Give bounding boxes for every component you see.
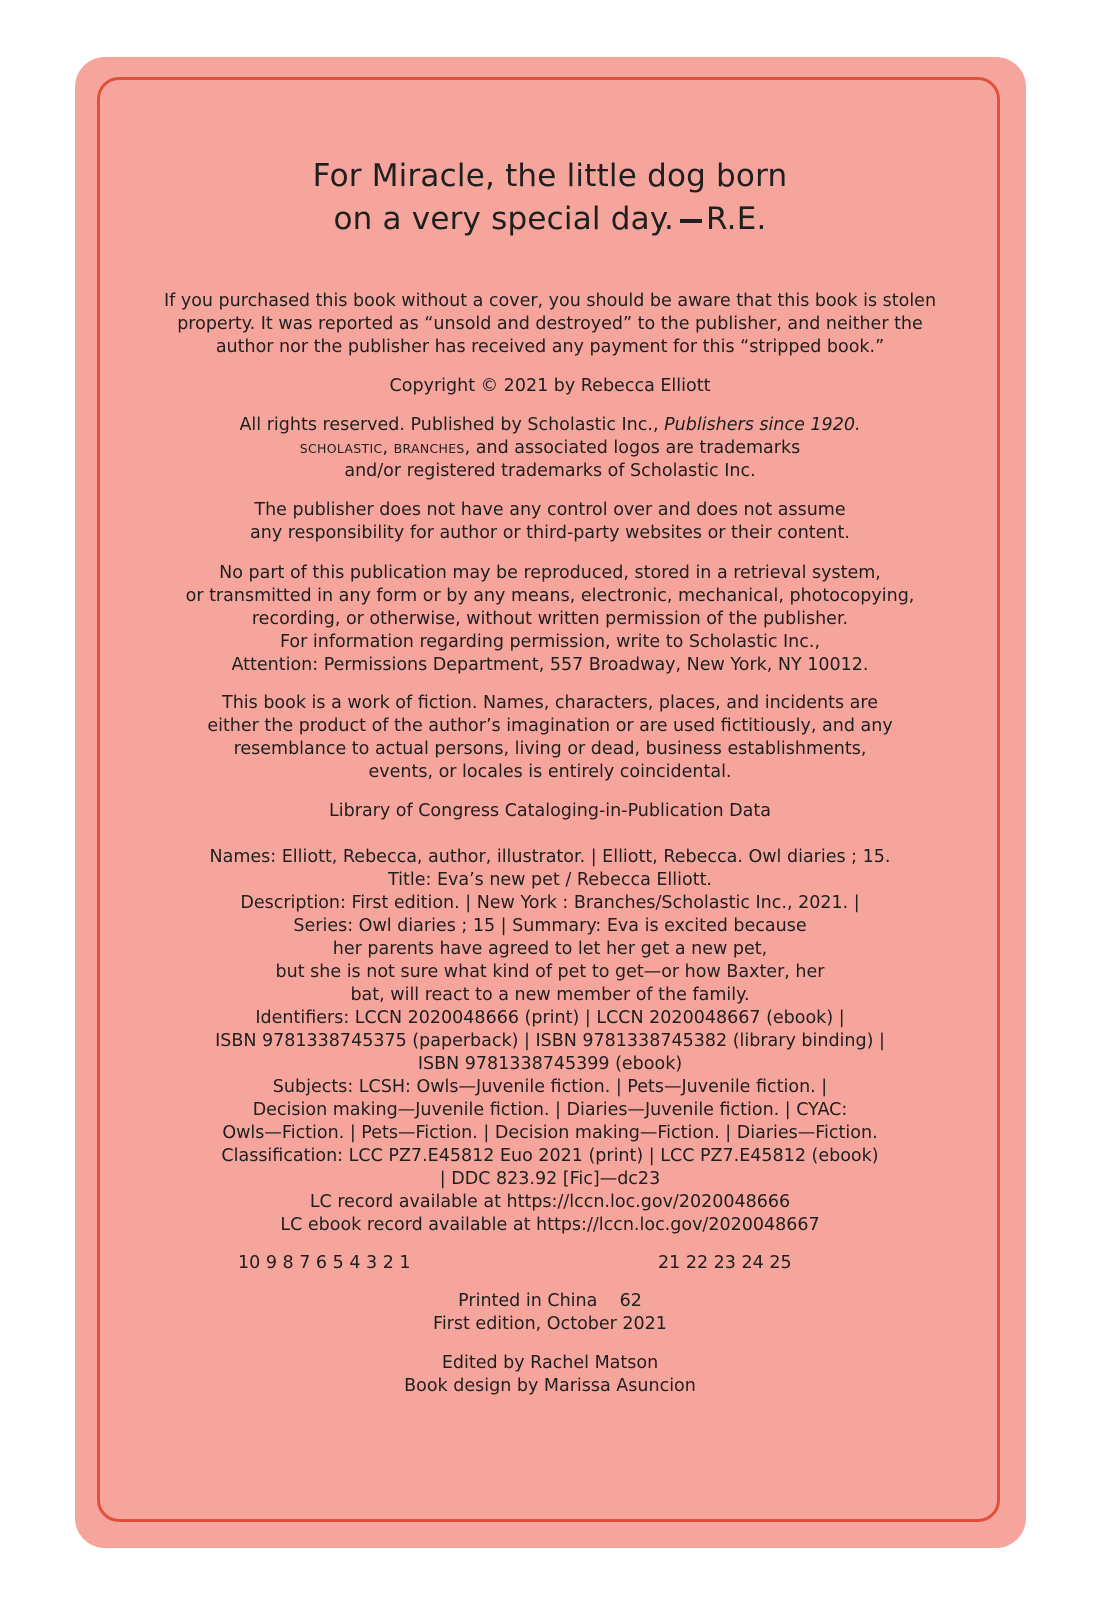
printing-numbers: 10 9 8 7 6 5 4 3 2 1 [238,1253,411,1273]
cip-line: Description: First edition. | New York : Branches/Scholastic Inc., 2021. | [240,893,860,913]
rights-line-2 [100,437,1000,460]
cip-line: Identifiers: LCCN 2020048666 (print) | LCCN 2020048667 (ebook) | [255,1008,845,1028]
cip-line: her parents have agreed to let her get a new pet, [332,939,768,959]
cip-line: LC record available at https://lccn.loc.gov/2020048666 [309,1192,791,1212]
editor-credit: Edited by Rachel Matson [441,1353,659,1373]
rights-line-2-rest: , and associated logos are trademarks [464,438,801,458]
year-numbers: 21 22 23 24 25 [658,1253,792,1273]
stolen-book-notice [100,290,1000,359]
cip-line: Classification: LCC PZ7.E45812 Euo 2021 (print) | LCC PZ7.E45812 (ebook) [221,1146,879,1166]
cip-line: Owls—Fiction. | Pets—Fiction. | Decision making—Fiction. | Diaries—Fiction. [222,1123,878,1143]
edition-line: First edition, October 2021 [433,1314,667,1334]
notice-line: No part of this publication may be reproduced, stored in a retrieval system, [219,563,881,583]
cip-line: Subjects: LCSH: Owls—Juvenile fiction. | Pets—Juvenile fiction. | [272,1077,828,1097]
notice-line: either the product of the author’s imagination or are used fictitiously, and any [207,716,893,736]
dedication [100,155,1000,241]
notice-line: This book is a work of fiction. Names, characters, places, and incidents are [222,693,878,713]
cip-line: Decision making—Juvenile fiction. | Diaries—Juvenile fiction. | CYAC: [252,1100,848,1120]
trademark-separator: , [382,438,394,458]
dedication-line-2 [100,198,1000,241]
notice-line: or transmitted in any form or by any means, electronic, mechanical, photocopying, [185,586,915,606]
reproduction-notice [100,562,1000,677]
rights-line-3: and/or registered trademarks of Scholastic Inc. [344,461,756,481]
notice-line: author nor the publisher has received any payment for this “stripped book.” [215,337,885,357]
cip-line: bat, will react to a new member of the family. [350,985,750,1005]
printed-in-line: Printed in China 62 [458,1291,642,1311]
dedication-initials: R.E. [706,201,767,237]
notice-line: If you purchased this book without a cover, you should be aware that this book is stolen [163,291,937,311]
cip-line: | DDC 823.92 [Fic]—dc23 [439,1169,661,1189]
rights-notice [100,414,1000,483]
cip-data [100,846,1000,1237]
trademark-scholastic: SCHOLASTIC [299,441,383,456]
notice-line: recording, or otherwise, without written permission of the publisher. [251,609,849,629]
rights-line-1 [100,414,1000,437]
cip-line: Title: Eva’s new pet / Rebecca Elliott. [387,870,712,890]
trademark-branches: BRANCHES [393,441,465,456]
fiction-notice [100,692,1000,784]
cip-heading [100,800,1000,823]
notice-line: The publisher does not have any control over and does not assume [254,500,846,520]
printing-info [100,1290,1000,1336]
notice-line: resemblance to actual persons, living or dead, business establishments, [233,739,867,759]
notice-line: events, or locales is entirely coincidental. [368,762,732,782]
design-credit: Book design by Marissa Asuncion [404,1376,696,1396]
notice-line: any responsibility for author or third-party websites or their content. [250,523,850,543]
cip-line: Names: Elliott, Rebecca, author, illustrator. | Elliott, Rebecca. Owl diaries ; 15. [209,847,891,867]
credits [100,1352,1000,1398]
cip-line: LC ebook record available at https://lccn.loc.gov/2020048667 [280,1215,820,1235]
notice-line: property. It was reported as “unsold and destroyed” to the publisher, and neither the [177,314,923,334]
rights-line-1-italic: Publishers since 1920. [664,415,861,435]
copyright-text: Copyright © 2021 by Rebecca Elliott [389,376,711,396]
publisher-control-notice [100,499,1000,545]
dedication-line-2-text: on a very special day. [333,201,675,237]
cip-heading-text: Library of Congress Cataloging-in-Publication Data [329,801,771,821]
dedication-line-1: For Miracle, the little dog born [312,158,788,194]
rights-line-1-main: All rights reserved. Published by Scholastic Inc., [239,415,665,435]
cip-line: Series: Owl diaries ; 15 | Summary: Eva is excited because [293,916,807,936]
copyright-line [100,375,1000,398]
cip-line: ISBN 9781338745375 (paperback) | ISBN 9781338745382 (library binding) | [215,1031,885,1051]
dash-mark [680,219,702,223]
notice-line: Attention: Permissions Department, 557 Broadway, New York, NY 10012. [231,655,869,675]
cip-line: but she is not sure what kind of pet to get—or how Baxter, her [275,962,825,982]
cip-line: ISBN 9781338745399 (ebook) [417,1054,683,1074]
notice-line: For information regarding permission, write to Scholastic Inc., [279,632,821,652]
